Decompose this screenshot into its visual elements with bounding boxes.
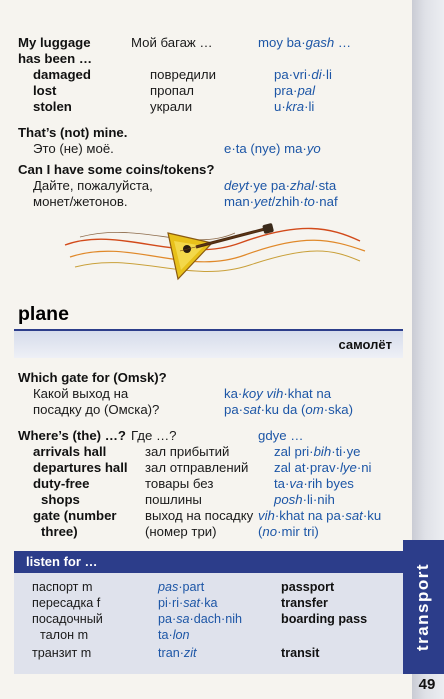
phrase-mine-tr: e·ta (nye) ma·yo [224,141,321,156]
phrase-gate-tr-line2: pa·sat·ku da (om·ska) [224,402,354,417]
listen-item-en: passport [281,580,335,594]
phrase-shops-en: shops [41,492,80,507]
listen-for-title: listen for … [26,554,98,569]
phrase-departures-tr: zal at·prav·lye·ni [274,460,372,475]
phrase-stolen-ru: украли [150,99,193,114]
phrase-gate-en: Which gate for (Omsk)? [18,370,167,385]
phrase-arrivals-ru: зал прибытий [145,444,230,459]
phrase-mine-en: That’s (not) mine. [18,125,128,140]
phrase-gate3-tr-line2: (no·mir tri) [258,524,319,539]
listen-item-tr: tran·zit [158,646,197,660]
balalaika-icon [60,215,370,295]
listen-item-ru: паспорт m [32,580,93,594]
listen-item-ru: транзит m [32,646,92,660]
phrase-gate3-tr-line1: vih·khat na pa·sat·ku [258,508,382,523]
phrase-departures-en: departures hall [33,460,128,475]
phrase-coins-ru-line2: монет/жетонов. [33,194,128,209]
phrase-where-en: Where’s (the) …? [18,428,126,443]
phrase-dutyfree-en: duty-free [33,476,90,491]
listen-item-en: boarding pass [281,612,368,626]
page-number: 49 [418,676,436,693]
phrase-luggage-ru: Мой багаж … [131,35,213,50]
phrase-luggage-en-line1: My luggage [18,35,91,50]
phrase-stolen-en: stolen [33,99,72,114]
phrase-lost-tr: pra·pal [274,83,316,98]
phrase-stolen-tr: u·kra·li [274,99,315,114]
phrase-shops-tr: posh·li·nih [274,492,335,507]
listen-item-ru: пересадка f [32,596,101,610]
phrase-gate3-en-line2: three) [41,524,78,539]
phrase-coins-en: Can I have some coins/tokens? [18,162,215,177]
listen-item-ru: посадочный [32,612,103,626]
phrase-gate-ru-line2: посадку до (Омска)? [33,402,160,417]
section-tab-label-wrap [403,540,444,674]
phrase-coins-tr-line2: man·yet/zhih·to·naf [224,194,338,209]
phrase-gate3-en-line1: gate (number [33,508,117,523]
phrase-dutyfree-tr: ta·va·rih byes [274,476,354,491]
listen-item-tr: pa·sa·dach·nih [158,612,243,626]
phrase-lost-ru: пропал [150,83,194,98]
phrase-where-tr: gdye … [258,428,304,443]
phrase-departures-ru: зал отправлений [145,460,249,475]
listen-item-en: transfer [281,596,328,610]
phrase-mine-ru: Это (не) моё. [33,141,114,156]
phrase-coins-tr-line1: deyt·ye pa·zhal·sta [224,178,337,193]
section-tab-label: transport [413,562,433,652]
phrase-luggage-tr: moy ba·gash … [258,35,352,50]
phrase-damaged-en: damaged [33,67,91,82]
phrase-shops-ru: пошлины [145,492,202,507]
phrase-gate3-ru-line1: выход на посадку [145,508,254,523]
phrase-lost-en: lost [33,83,57,98]
phrase-gate-tr-line1: ka·koy vih·khat na [224,386,332,401]
section-title: plane [18,303,69,325]
phrase-arrivals-en: arrivals hall [33,444,107,459]
phrase-damaged-tr: pa·vri·di·li [274,67,332,82]
section-title-ru: самолёт [338,337,392,352]
phrase-dutyfree-ru: товары без [145,476,214,491]
phrase-arrivals-tr: zal pri·bih·ti·ye [274,444,361,459]
listen-item-en: transit [281,646,320,660]
phrase-damaged-ru: повредили [150,67,216,82]
listen-item-tr: pi·ri·sat·ka [158,596,218,610]
listen-item-tr: ta·lon [158,628,190,642]
phrase-coins-ru-line1: Дайте, пожалуйста, [33,178,153,193]
listen-item-ru: талон m [40,628,89,642]
phrase-where-ru: Где …? [131,428,177,443]
listen-item-tr: pas·part [158,580,205,594]
phrase-gate-ru-line1: Какой выход на [33,386,129,401]
phrase-luggage-en-line2: has been … [18,51,93,66]
phrase-gate3-ru-line2: (номер три) [145,524,217,539]
